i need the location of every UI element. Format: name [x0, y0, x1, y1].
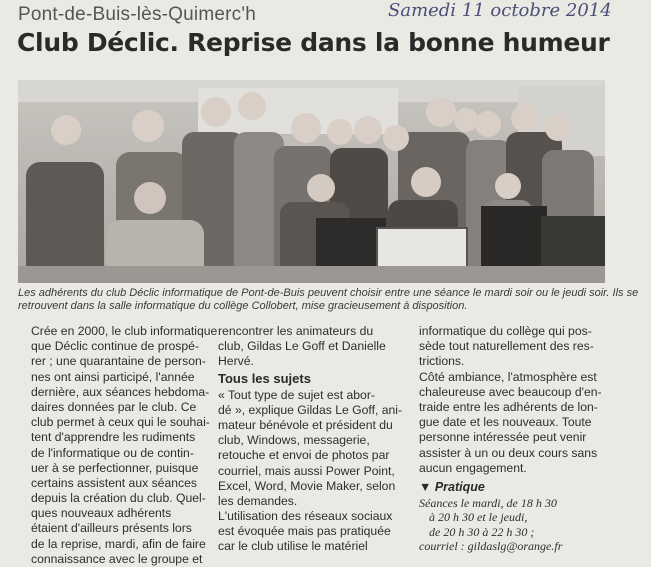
text-line: chaleureuse avec beaucoup d'en-	[419, 384, 602, 399]
text-line: de l'informatique ou de contin-	[31, 445, 194, 460]
text-line: car le club utilise le matériel	[218, 539, 368, 554]
pratique-line: à 20 h 30 et le jeudi,	[429, 510, 528, 525]
section-subhead: Tous les sujets	[218, 370, 311, 386]
text-line: depuis la création du club. Quel-	[31, 491, 206, 506]
text-line: rer ; une quarantaine de person-	[31, 354, 206, 369]
text-line: Excel, Word, Movie Maker, selon	[218, 478, 396, 493]
article-column-1	[31, 324, 218, 567]
text-line: est évoquée mais pas pratiquée	[218, 524, 391, 539]
text-line: assister à un ou deux cours sans	[419, 445, 598, 460]
text-line: tent d'apprendre les rudiments	[31, 430, 196, 445]
article-column-3	[419, 324, 619, 554]
photo-caption	[18, 287, 639, 313]
text-line: daires données par le club. Ce	[31, 399, 197, 414]
locality-header: Pont-de-Buis-lès-Quimerc'h	[18, 4, 256, 25]
text-line: uer à se perfectionner, puisque	[31, 460, 199, 475]
text-line: les demandes.	[218, 493, 298, 508]
text-line: L'utilisation des réseaux sociaux	[218, 509, 393, 524]
text-line: certains assistent aux séances	[31, 475, 197, 490]
text-line: courriel, mais aussi Power Point,	[218, 463, 395, 478]
text-line: nes ont ainsi participé, l'année	[31, 369, 195, 384]
text-line: trictions.	[419, 354, 465, 369]
text-line: Crée en 2000, le club informatique	[31, 324, 218, 338]
text-line: que Déclic continue de prospé-	[31, 339, 200, 354]
text-line: dernière, aux séances hebdoma-	[31, 384, 210, 399]
handwritten-date: Samedi 11 octobre 2014	[388, 0, 612, 21]
text-line: « Tout type de sujet est abor-	[218, 387, 375, 402]
text-line: rencontrer les animateurs du	[218, 324, 374, 338]
text-line: club permet à ceux qui le souhai-	[31, 415, 210, 430]
text-line: mateur bénévole et président du	[218, 417, 393, 432]
text-line: gue date et les nouveaux. Toute	[419, 415, 592, 430]
pratique-line: Séances le mardi, de 18 h 30	[419, 495, 557, 510]
pratique-line: de 20 h 30 à 22 h 30 ;	[429, 524, 535, 539]
text-line: de la reprise, mardi, afin de faire	[31, 536, 206, 551]
group-photo	[18, 80, 605, 283]
text-line: Hervé.	[218, 354, 254, 369]
text-line: étaient d'ailleurs présents lors	[31, 521, 192, 536]
pratique-heading: ▼ Pratique	[419, 479, 485, 494]
text-line: Côté ambiance, l'atmosphère est	[419, 369, 597, 384]
group-photo-illustration	[18, 80, 605, 283]
text-line: aucun engagement.	[419, 460, 527, 475]
article-column-2	[218, 324, 408, 555]
text-line: dé », explique Gildas Le Goff, ani-	[218, 402, 403, 417]
caption-line: Les adhérents du club Déclic informatique de Pont-de-Buis peuvent choisir entre une séance le mardi soir ou le jeudi soir. Ils se	[18, 287, 639, 299]
text-line: ques nouveaux adhérents	[31, 506, 172, 521]
text-line: sède tout naturellement des res-	[419, 339, 594, 354]
text-line: informatique du collège qui pos-	[419, 324, 592, 338]
article-headline: Club Déclic. Reprise dans la bonne humeur	[17, 28, 610, 57]
text-line: club, Windows, messagerie,	[218, 433, 370, 448]
caption-line: retrouvent dans la salle informatique du collège Collobert, mise gracieusement à disposition.	[18, 300, 468, 312]
text-line: connaissance avec le groupe et	[31, 551, 203, 566]
pratique-line: courriel : gildaslg@orange.fr	[419, 539, 563, 554]
text-line: personne intéressée peut venir	[419, 430, 587, 445]
text-line: retouche et envoi de photos par	[218, 448, 390, 463]
text-line: traide entre les adhérents de lon-	[419, 399, 598, 414]
text-line: club, Gildas Le Goff et Danielle	[218, 339, 386, 354]
